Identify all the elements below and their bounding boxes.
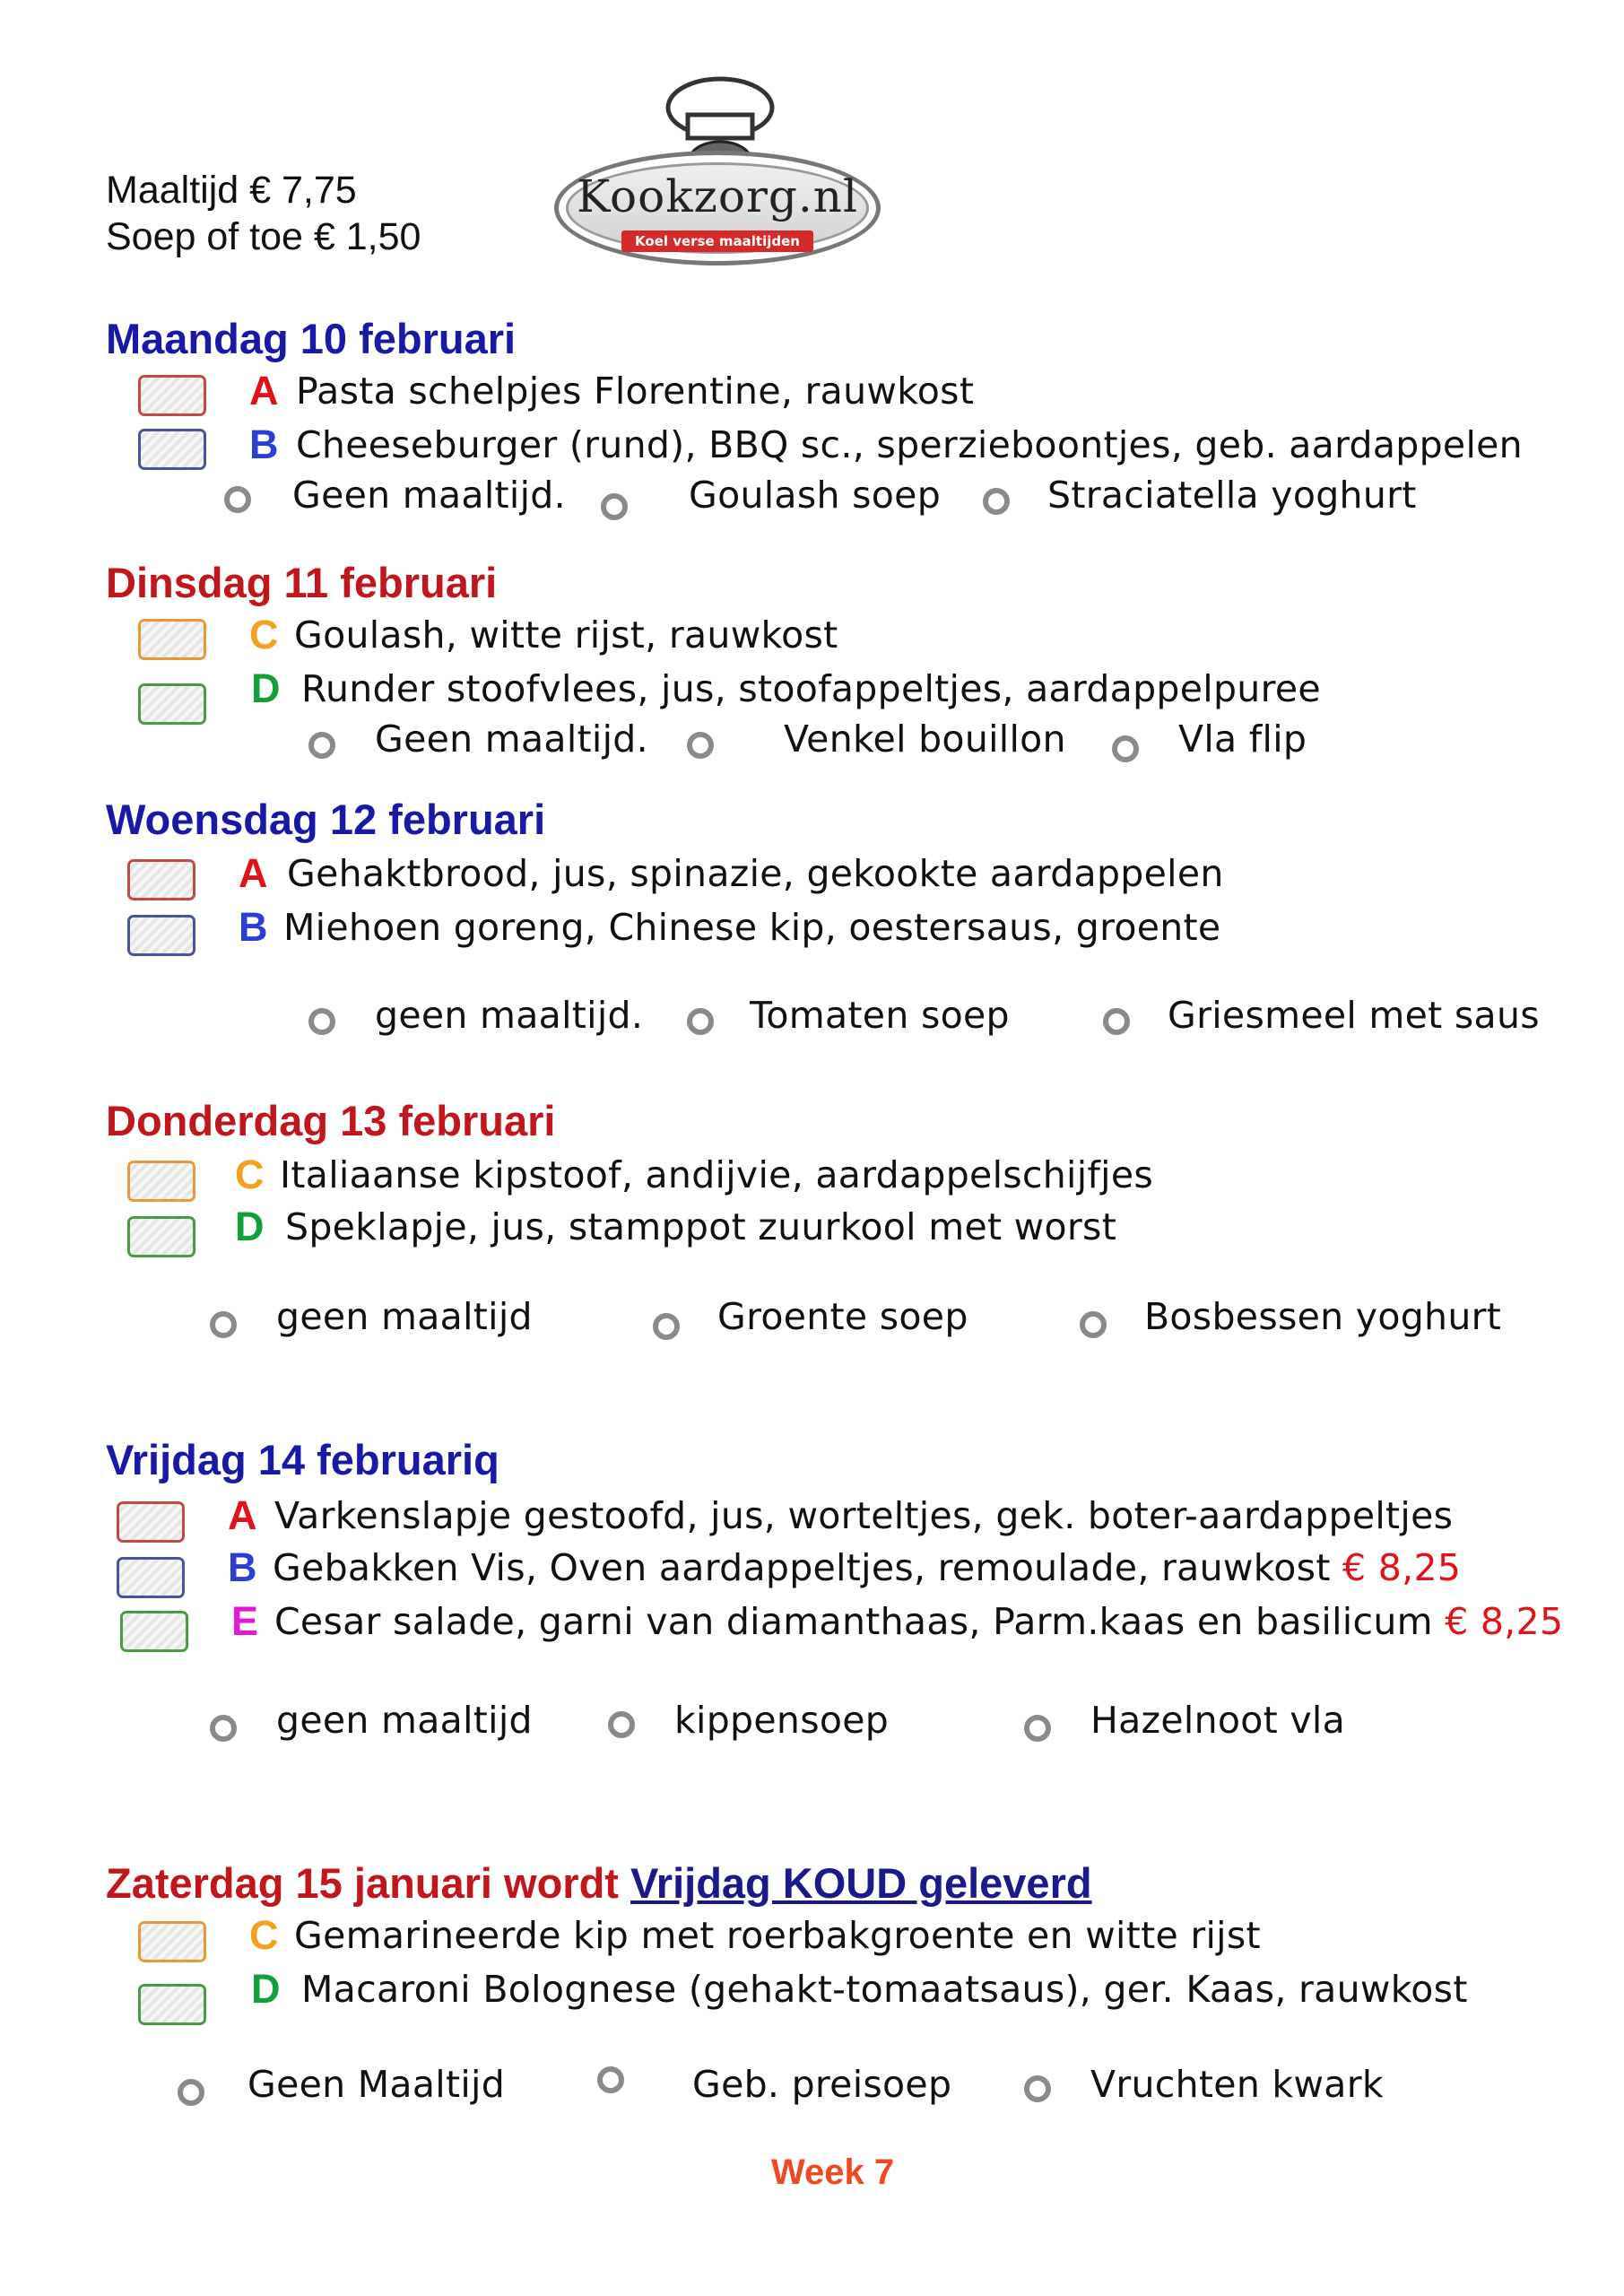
option-label: geen maaltijd [276, 1699, 533, 1742]
radio-option[interactable] [178, 2079, 204, 2106]
dish-letter: E [231, 1598, 259, 1644]
meal-price: Maaltijd € 7,75 [106, 169, 357, 212]
dish-letter: B [249, 422, 279, 467]
checkbox-tuesday-c[interactable] [138, 619, 206, 660]
option-label: geen maaltijd [276, 1295, 533, 1338]
option-label: Griesmeel met saus [1168, 994, 1540, 1037]
option-label: Groente soep [717, 1295, 968, 1338]
option-label: geen maaltijd. [375, 994, 644, 1037]
option-label: Vruchten kwark [1090, 2063, 1384, 2106]
option-label: kippensoep [674, 1699, 890, 1742]
dish-text: Macaroni Bolognese (gehakt-tomaatsaus), ger. Kaas, rauwkost [301, 1968, 1468, 2011]
day-title-friday: Vrijdag 14 februariq [106, 1436, 499, 1483]
dish-text-main: Cesar salade, garni van diamanthaas, Parm.kaas en basilicum [274, 1600, 1433, 1643]
soup-price: Soep of toe € 1,50 [106, 215, 421, 258]
radio-option[interactable] [210, 1311, 237, 1338]
radio-option[interactable] [653, 1313, 680, 1340]
dish-letter: B [239, 904, 268, 950]
dish-text: Varkenslapje gestoofd, jus, worteltjes, gek. boter-aardappeltjes [274, 1494, 1454, 1537]
dish-text: Gehaktbrood, jus, spinazie, gekookte aardappelen [287, 852, 1224, 895]
checkbox-thursday-c[interactable] [127, 1161, 195, 1202]
dish-text: Pasta schelpjes Florentine, rauwkost [296, 370, 975, 413]
radio-option[interactable] [1024, 1715, 1051, 1742]
dish-text: Speklapje, jus, stamppot zuurkool met worst [285, 1205, 1117, 1248]
day-title-wednesday: Woensdag 12 februari [106, 796, 546, 843]
dish-letter: A [249, 368, 279, 413]
dish-extra-price: € 8,25 [1342, 1546, 1462, 1589]
option-label: Geb. preisoep [692, 2063, 952, 2106]
dish-text: Gemarineerde kip met roerbakgroente en witte rijst [294, 1914, 1261, 1957]
option-label: Geen maaltijd. [375, 718, 648, 761]
option-label: Geen Maaltijd [248, 2063, 506, 2106]
radio-option[interactable] [608, 1711, 635, 1738]
dish-letter: A [228, 1492, 257, 1538]
dish-text: Cheeseburger (rund), BBQ sc., sperzieboontjes, geb. aardappelen [296, 423, 1523, 466]
option-label: Vla flip [1178, 718, 1307, 761]
checkbox-wednesday-a[interactable] [127, 859, 195, 900]
radio-option[interactable] [210, 1715, 237, 1742]
day-title-saturday [106, 1858, 1092, 1908]
dish-extra-price: € 8,25 [1445, 1600, 1564, 1643]
kookzorg-logo [554, 72, 886, 280]
option-label: Goulash soep [689, 474, 942, 517]
option-label: Venkel bouillon [784, 718, 1066, 761]
checkbox-wednesday-b[interactable] [127, 915, 195, 956]
checkbox-friday-a[interactable] [117, 1501, 185, 1543]
day-title-tuesday: Dinsdag 11 februari [106, 559, 498, 606]
dish-letter: B [228, 1544, 257, 1590]
day-title-monday: Maandag 10 februari [106, 315, 517, 362]
checkbox-tuesday-d[interactable] [138, 683, 206, 725]
dish-letter: C [249, 1912, 279, 1958]
dish-letter: D [251, 1966, 281, 2012]
dish-letter: C [235, 1152, 265, 1197]
radio-option[interactable] [597, 2066, 624, 2093]
dish-text-main: Gebakken Vis, Oven aardappeltjes, remoulade, rauwkost [273, 1546, 1331, 1589]
checkbox-friday-e[interactable] [120, 1611, 188, 1652]
radio-option[interactable] [1080, 1311, 1107, 1338]
dish-letter: A [239, 850, 268, 896]
dish-text: Goulash, witte rijst, rauwkost [294, 613, 838, 657]
dish-text [273, 1546, 1461, 1589]
day-title-thursday: Donderdag 13 februari [106, 1097, 556, 1144]
dish-letter: C [249, 612, 279, 657]
option-label: Bosbessen yoghurt [1144, 1295, 1502, 1338]
radio-option[interactable] [308, 732, 335, 759]
radio-option[interactable] [983, 488, 1010, 515]
option-label: Hazelnoot vla [1090, 1699, 1346, 1742]
checkbox-thursday-d[interactable] [127, 1216, 195, 1257]
option-label: Geen maaltijd. [292, 474, 566, 517]
day-title-text: Zaterdag 15 januari wordt [106, 1859, 619, 1907]
radio-option[interactable] [687, 732, 714, 759]
checkbox-monday-b[interactable] [138, 429, 206, 470]
radio-option[interactable] [308, 1008, 335, 1035]
radio-option[interactable] [1103, 1008, 1130, 1035]
dish-text: Italiaanse kipstoof, andijvie, aardappelschijfjes [280, 1153, 1154, 1196]
checkbox-friday-b[interactable] [117, 1557, 185, 1598]
radio-option[interactable] [1112, 735, 1139, 762]
option-label: Straciatella yoghurt [1047, 474, 1417, 517]
checkbox-monday-a[interactable] [138, 375, 206, 416]
radio-option[interactable] [1024, 2075, 1051, 2102]
dish-text [274, 1600, 1563, 1643]
checkbox-saturday-c[interactable] [138, 1921, 206, 1962]
radio-option[interactable] [601, 493, 628, 520]
week-label: Week 7 [771, 2152, 895, 2192]
radio-option[interactable] [687, 1008, 714, 1035]
dish-letter: D [251, 665, 281, 711]
dish-text: Runder stoofvlees, jus, stoofappeltjes, aardappelpuree [301, 667, 1321, 710]
logo-brand: Kookzorg.nl [577, 170, 858, 222]
logo-tagline: Koel verse maaltijden [621, 230, 813, 252]
dish-text: Miehoen goreng, Chinese kip, oestersaus, groente [283, 906, 1221, 949]
dish-letter: D [235, 1204, 265, 1249]
checkbox-saturday-d[interactable] [138, 1984, 206, 2025]
option-label: Tomaten soep [750, 994, 1010, 1037]
delivery-note-link[interactable]: Vrijdag KOUD geleverd [630, 1859, 1092, 1907]
radio-option[interactable] [224, 486, 251, 513]
